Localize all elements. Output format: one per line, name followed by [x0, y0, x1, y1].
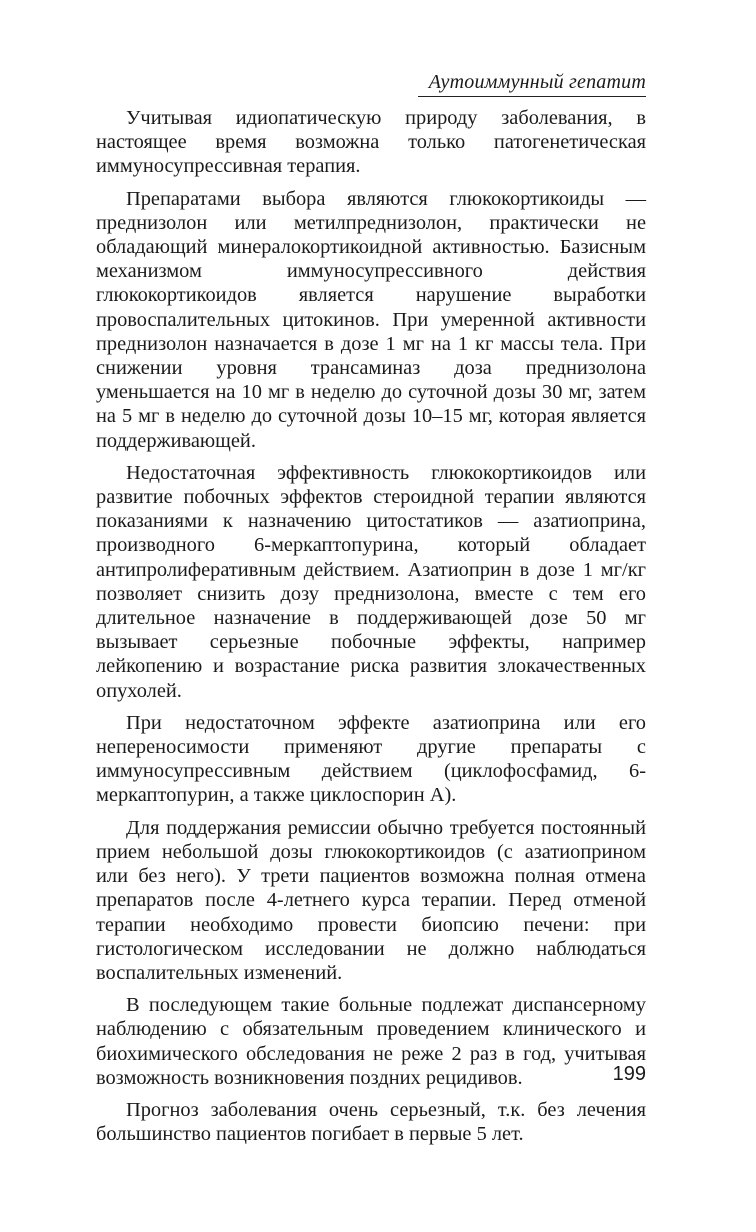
paragraph: В последующем такие больные подлежат диспансерному наблюдению с обязательным проведением клинического и биохимического обследования не реже 2 раз в год, учитывая возможность возникновения поздних рецидивов.	[96, 994, 646, 1089]
paragraph: Для поддержания ремиссии обычно требуется постоянный прием небольшой дозы глюкокортикоидов (с азатиоприном или без него). У трети пациентов возможна полная отмена препаратов после 4-летнего курса терапии. Перед отменой терапии необходимо провести биопсию печени: при гистологическом исследовании не должно наблюдаться воспалительных изменений.	[96, 816, 646, 984]
paragraph: Прогноз заболевания очень серьезный, т.к. без лечения большинство пациентов погибает в первые 5 лет.	[96, 1098, 646, 1146]
body-text	[96, 106, 646, 1154]
paragraph: Учитывая идиопатическую природу заболевания, в настоящее время возможна только патогенетическая иммуносупрессивная терапия.	[96, 107, 646, 178]
header-rule	[418, 96, 646, 97]
paragraph: Недостаточная эффективность глюкокортикоидов или развитие побочных эффектов стероидной терапии являются показаниями к назначению цитостатиков — азатиоприна, производного 6-меркаптопурина, который обладает антипролиферативным действием. Азатиоприн в дозе 1 мг/кг позволяет снизить дозу преднизолона, вместе с тем его длительное назначение в поддерживающей дозе 50 мг вызывает серьезные побочные эффекты, например лейкопению и возрастание риска развития злокачественных опухолей.	[96, 461, 646, 702]
paragraph: Препаратами выбора являются глюкокортикоиды — преднизолон или метилпреднизолон, практически не обладающий минералокортикоидной активностью. Базисным механизмом иммуносупрессивного действия глюкокортикоидов является нарушение выработки провоспалительных цитокинов. При умеренной активности преднизолон назначается в дозе 1 мг на 1 кг массы тела. При снижении уровня трансаминаз доза преднизолона уменьшается на 10 мг в неделю до суточной дозы 30 мг, затем на 5 мг в неделю до суточной дозы 10–15 мг, которая является поддерживающей.	[96, 187, 646, 452]
page-number: 199	[612, 1063, 646, 1085]
paragraph: При недостаточном эффекте азатиоприна или его непереносимости применяют другие препараты с иммуносупрессивным действием (циклофосфамид, 6-меркаптопурин, а также циклоспорин А).	[96, 711, 646, 807]
running-header: Аутоиммунный гепатит	[428, 71, 646, 93]
